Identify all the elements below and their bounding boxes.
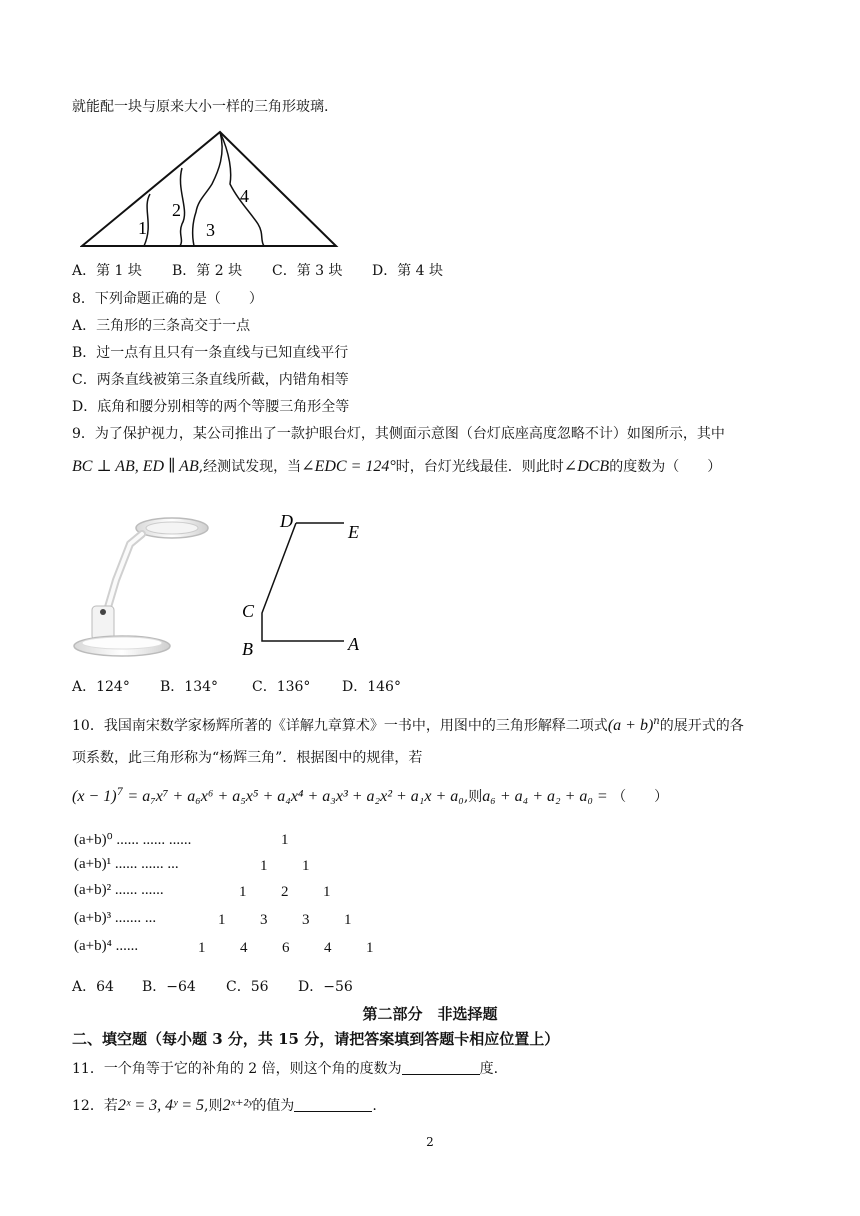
yh-coef: 4 <box>240 940 248 956</box>
q9-stem-line2: BC ⊥ AB, ED ∥ AB,经测试发现，当∠EDC = 124°时，台灯光线最佳．则此时∠DCB的度数为（ ） <box>72 458 722 475</box>
q10-equation: $(x - 1)^7 = a_7x^7 + a_6x^6 + a_5x^5 + a_4x^4 + a_3x^3 + a_2x^2 + a_1x + a_0$,则a₆ + a₄ + a₂ + a₀ = （ ） <box>72 787 669 805</box>
q7-option-a: A．第 1 块 <box>72 263 142 279</box>
q10-stem-line1: 10．我国南宋数学家杨辉所著的《详解九章算术》一书中，用图中的三角形解释二项式$(a + b)^n$的展开式的各 <box>72 716 744 734</box>
q7-glass-figure <box>80 128 340 252</box>
point-D: D <box>280 511 293 531</box>
q8-option-a: A．三角形的三条高交于一点 <box>72 318 251 334</box>
fig-label-4: 4 <box>240 186 249 206</box>
q9-option-c: C．136° <box>252 679 311 695</box>
yh-coef: 1 <box>260 858 268 874</box>
point-B: B <box>242 639 253 659</box>
q8-option-b: B．过一点有且只有一条直线与已知直线平行 <box>72 345 349 361</box>
point-C: C <box>242 601 255 621</box>
q7-text-tail: 就能配一块与原来大小一样的三角形玻璃. <box>72 99 329 115</box>
binomial-expression: (a + b) <box>607 717 654 734</box>
section-fill-in-blank: 二、填空题（每小题 3 分，共 15 分，请把答案填到答题卡相应位置上） <box>72 1030 560 1048</box>
q8-stem: 8．下列命题正确的是（ ） <box>72 291 263 307</box>
q10-option-c: C．56 <box>226 979 269 995</box>
yh-coef: 1 <box>218 912 226 928</box>
yh-coef: 6 <box>282 940 290 956</box>
yh-row-label-1: (a+b)¹ ...... ...... ... <box>74 856 179 872</box>
yh-coef: 3 <box>260 912 268 928</box>
desk-lamp-image <box>66 510 216 662</box>
q9-stem-line1: 9．为了保护视力，某公司推出了一款护眼台灯，其侧面示意图（台灯底座高度忽略不计）如图所示，其中 <box>72 426 725 442</box>
part2-title: 第二部分 非选择题 <box>362 1005 498 1023</box>
yh-coef: 2 <box>281 884 289 900</box>
yh-row-label-2: (a+b)² ...... ...... <box>74 882 164 898</box>
yh-row-label-0: (a+b)⁰ ...... ...... ...... <box>74 832 192 848</box>
q9-condition: BC ⊥ AB, ED ∥ AB <box>72 458 199 475</box>
q7-option-d: D．第 4 块 <box>372 263 444 279</box>
yh-row-label-3: (a+b)³ ....... ... <box>74 910 157 926</box>
page-number: 2 <box>426 1135 434 1149</box>
q9-angle-asked: ∠DCB <box>563 458 610 475</box>
q11-answer-blank[interactable] <box>402 1060 480 1075</box>
yh-coef: 1 <box>198 940 206 956</box>
point-E: E <box>348 522 359 542</box>
yh-coef: 3 <box>302 912 310 928</box>
yh-row-label-4: (a+b)⁴ ...... <box>74 938 139 954</box>
q10-option-a: A．64 <box>72 979 114 995</box>
q9-schematic-figure <box>236 505 376 660</box>
yh-coef: 1 <box>344 912 352 928</box>
fig-label-1: 1 <box>138 218 147 238</box>
yh-coef: 1 <box>302 858 310 874</box>
q12-answer-blank[interactable] <box>294 1097 372 1112</box>
q8-option-c: C．两条直线被第三条直线所截，内错角相等 <box>72 372 349 388</box>
q11-text: 11．一个角等于它的补角的 2 倍，则这个角的度数为 度. <box>72 1061 499 1077</box>
yh-coef: 1 <box>323 884 331 900</box>
q7-option-c: C．第 3 块 <box>272 263 343 279</box>
q10-option-b: B．−64 <box>142 979 196 995</box>
q8-option-d: D．底角和腰分别相等的两个等腰三角形全等 <box>72 399 350 415</box>
q9-option-a: A．124° <box>72 679 130 695</box>
q10-stem-line2: 项系数，此三角形称为“杨辉三角”．根据图中的规律，若 <box>72 750 423 766</box>
fig-label-2: 2 <box>172 200 181 220</box>
q9-angle-given: ∠EDC = 124° <box>301 458 396 475</box>
fig-label-3: 3 <box>206 220 215 240</box>
q9-option-b: B．134° <box>160 679 219 695</box>
yh-coef: 1 <box>281 832 289 848</box>
q10-option-d: D．−56 <box>298 979 353 995</box>
point-A: A <box>348 634 359 654</box>
q9-option-d: D．146° <box>342 679 401 695</box>
yh-coef: 1 <box>366 940 374 956</box>
q7-option-b: B．第 2 块 <box>172 263 243 279</box>
yh-coef: 1 <box>239 884 247 900</box>
q12-text: 12．若2ˣ = 3, 4ʸ = 5,则2ˣ⁺²ʸ的值为 . <box>72 1097 377 1114</box>
yh-coef: 4 <box>324 940 332 956</box>
